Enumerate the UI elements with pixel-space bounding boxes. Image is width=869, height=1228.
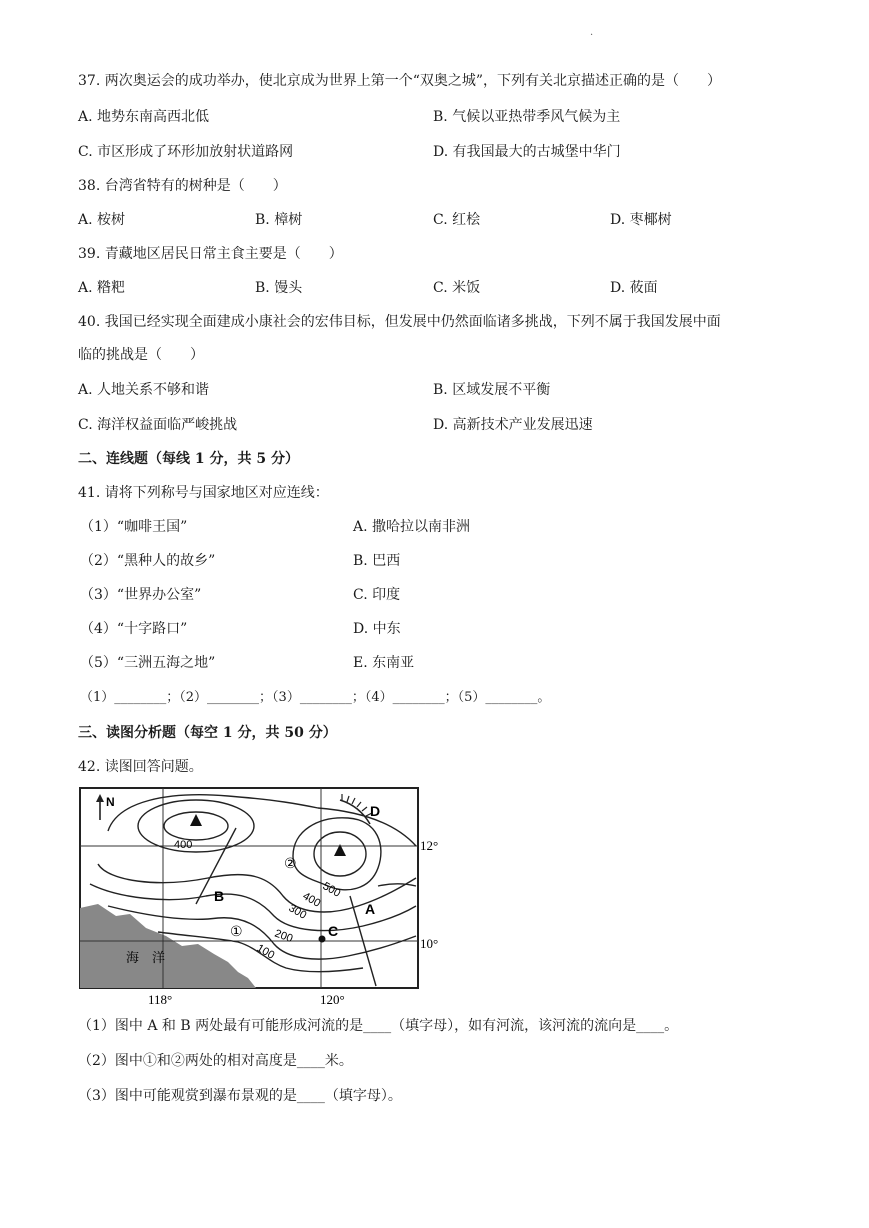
marker-2-label: ② [284,856,297,872]
q38-option-d: D. 枣椰树 [610,212,672,228]
contour-label-500: 500 [320,880,343,900]
q41-left-item: （2）“黑种人的故乡” [80,553,216,569]
q41-right-item: C. 印度 [353,587,401,603]
q39-option-d: D. 莜面 [610,280,658,296]
q41-right-item: E. 东南亚 [353,655,415,671]
marker-1-label: ① [230,924,243,940]
contour-map [78,786,458,1008]
latitude-label-12: 12° [420,838,439,853]
sea-label-char: 海 [126,951,140,966]
q40-stem-line1: 40. 我国已经实现全面建成小康社会的宏伟目标，但发展中仍然面临诸多挑战，下列不属于我国发展中面 [78,314,721,330]
q39-stem: 39. 青藏地区居民日常主食主要是（ ） [78,246,343,262]
q37-option-c: C. 市区形成了环形加放射状道路网 [78,144,294,160]
point-b-label: B [214,888,225,904]
q40-option-b: B. 区域发展不平衡 [433,382,551,398]
q38-option-b: B. 樟树 [255,212,303,228]
q39-option-a: A. 糌粑 [78,280,126,296]
contour-label-300: 300 [286,902,309,922]
q41-stem: 41. 请将下列称号与国家地区对应连线： [78,485,329,501]
point-c-marker [319,936,326,943]
point-c-label: C [328,923,339,939]
q37-option-d: D. 有我国最大的古城堡中华门 [433,144,621,160]
latitude-label-10: 10° [420,936,439,951]
q40-option-c: C. 海洋权益面临严峻挑战 [78,417,238,433]
header-mark: · [590,30,594,41]
q42-sub3: （3）图中可能观赏到瀑布景观的是____（填字母）。 [78,1088,402,1104]
q42-sub1: （1）图中 A 和 B 两处最有可能形成河流的是____（填字母），如有河流，该河流的流向是____。 [78,1018,679,1034]
contour-label-100: 100 [254,942,277,962]
longitude-label-118: 118° [148,992,173,1007]
q38-stem: 38. 台湾省特有的树种是（ ） [78,178,287,194]
contour-label-400: 400 [174,839,193,851]
q39-option-c: C. 米饭 [433,280,481,296]
longitude-label-120: 120° [320,992,345,1007]
section-3-title: 三、读图分析题（每空 1 分，共 50 分） [78,725,337,741]
q41-left-item: （4）“十字路口” [80,621,188,637]
q38-option-a: A. 桉树 [78,212,126,228]
q41-answer-blanks: （1）________；（2）________；（3）________；（4）________；（5）________。 [80,690,551,705]
q41-left-item: （3）“世界办公室” [80,587,202,603]
q37-option-a: A. 地势东南高西北低 [78,109,210,125]
q37-option-b: B. 气候以亚热带季风气候为主 [433,109,621,125]
q37-stem: 37. 两次奥运会的成功举办，使北京成为世界上第一个“双奥之城”，下列有关北京描述正确的是（ ） [78,73,722,89]
q41-right-item: D. 中东 [353,621,401,637]
q42-stem: 42. 读图回答问题。 [78,759,203,775]
q40-option-a: A. 人地关系不够和谐 [78,382,210,398]
q40-stem-line2: 临的挑战是（ ） [78,347,204,363]
contour-label-200: 200 [272,927,295,946]
q41-right-item: B. 巴西 [353,553,401,569]
q41-left-item: （5）“三洲五海之地” [80,655,216,671]
q41-left-item: （1）“咖啡王国” [80,519,188,535]
section-2-title: 二、连线题（每线 1 分，共 5 分） [78,451,299,467]
q40-option-d: D. 高新技术产业发展迅速 [433,417,593,433]
q41-right-item: A. 撒哈拉以南非洲 [353,519,471,535]
point-d-label: D [370,803,381,819]
q39-option-b: B. 馒头 [255,280,303,296]
contour-label-400: 400 [300,890,323,910]
sea-label-char: 洋 [152,951,166,966]
point-a-label: A [365,901,376,917]
q42-sub2: （2）图中①和②两处的相对高度是____米。 [78,1053,353,1069]
north-label: N [106,795,115,809]
q38-option-c: C. 红桧 [433,212,481,228]
